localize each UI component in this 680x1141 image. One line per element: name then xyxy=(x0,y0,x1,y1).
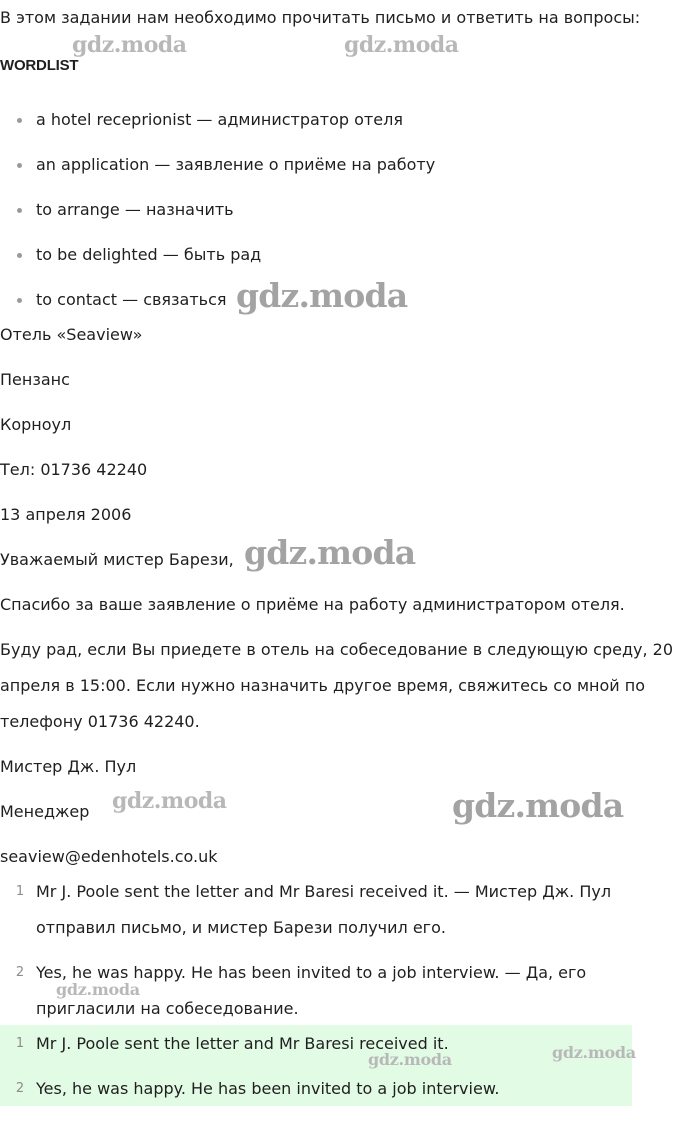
bullet-icon xyxy=(17,163,22,168)
short-answer-text: Mr J. Poole sent the letter and Mr Baresi received it. xyxy=(36,1034,449,1053)
letter-date: 13 апреля 2006 xyxy=(0,505,132,524)
answer-text-line-1: Mr J. Poole sent the letter and Mr Baresi received it. — Мистер Дж. Пул xyxy=(36,882,612,901)
wordlist-item-text: to contact — связаться xyxy=(36,290,227,309)
wordlist-item-text: a hotel receprionist — администратор отеля xyxy=(36,110,403,129)
watermark-logo: gdz.moda xyxy=(112,788,227,814)
letter-town: Пензанс xyxy=(0,370,70,389)
watermark-logo: gdz.moda xyxy=(368,1050,452,1069)
watermark-logo: gdz.moda xyxy=(552,1043,636,1062)
answer-text-line-2: отправил письмо, и мистер Барези получил его. xyxy=(36,918,446,937)
letter-hotel: Отель «Seaview» xyxy=(0,325,143,344)
wordlist-item-text: an application — заявление о приёме на работу xyxy=(36,155,436,174)
letter-email: seaview@edenhotels.co.uk xyxy=(0,847,218,866)
answer-number: 1 xyxy=(15,884,25,899)
intro-text: В этом задании нам необходимо прочитать письмо и ответить на вопросы: xyxy=(0,8,641,27)
short-answer-text: Yes, he was happy. He has been invited to a job interview. xyxy=(36,1079,500,1098)
letter-paragraph-2-line-3: телефону 01736 42240. xyxy=(0,712,200,731)
answer-text-line-1: Yes, he was happy. He has been invited to a job interview. — Да, его xyxy=(36,963,587,982)
watermark-logo: gdz.moda xyxy=(56,980,140,999)
letter-position: Менеджер xyxy=(0,802,90,821)
bullet-icon xyxy=(17,118,22,123)
bullet-icon xyxy=(17,298,22,303)
letter-greeting: Уважаемый мистер Барези, xyxy=(0,550,234,569)
bullet-icon xyxy=(17,253,22,258)
watermark-logo: gdz.moda xyxy=(72,32,187,58)
short-answer-number: 1 xyxy=(15,1036,25,1051)
bullet-icon xyxy=(17,208,22,213)
short-answer-number: 2 xyxy=(15,1081,25,1096)
watermark-logo: gdz.moda xyxy=(236,276,408,315)
watermark-logo: gdz.moda xyxy=(452,786,624,825)
letter-county: Корноул xyxy=(0,415,72,434)
watermark-logo: gdz.moda xyxy=(344,32,459,58)
letter-paragraph-2-line-2: апреля в 15:00. Если нужно назначить другое время, свяжитесь со мной по xyxy=(0,676,645,695)
wordlist-item-text: to be delighted — быть рад xyxy=(36,245,262,264)
wordlist-item-text: to arrange — назначить xyxy=(36,200,234,219)
letter-phone: Тел: 01736 42240 xyxy=(0,460,148,479)
letter-signature: Мистер Дж. Пул xyxy=(0,757,137,776)
watermark-logo: gdz.moda xyxy=(244,533,416,572)
wordlist-heading: WORDLIST xyxy=(0,57,79,74)
letter-paragraph-1: Спасибо за ваше заявление о приёме на работу администратором отеля. xyxy=(0,595,625,614)
answer-number: 2 xyxy=(15,965,25,980)
answer-text-line-2: пригласили на собеседование. xyxy=(36,999,299,1018)
letter-paragraph-2-line-1: Буду рад, если Вы приедете в отель на собеседование в следующую среду, 20 xyxy=(0,640,674,659)
